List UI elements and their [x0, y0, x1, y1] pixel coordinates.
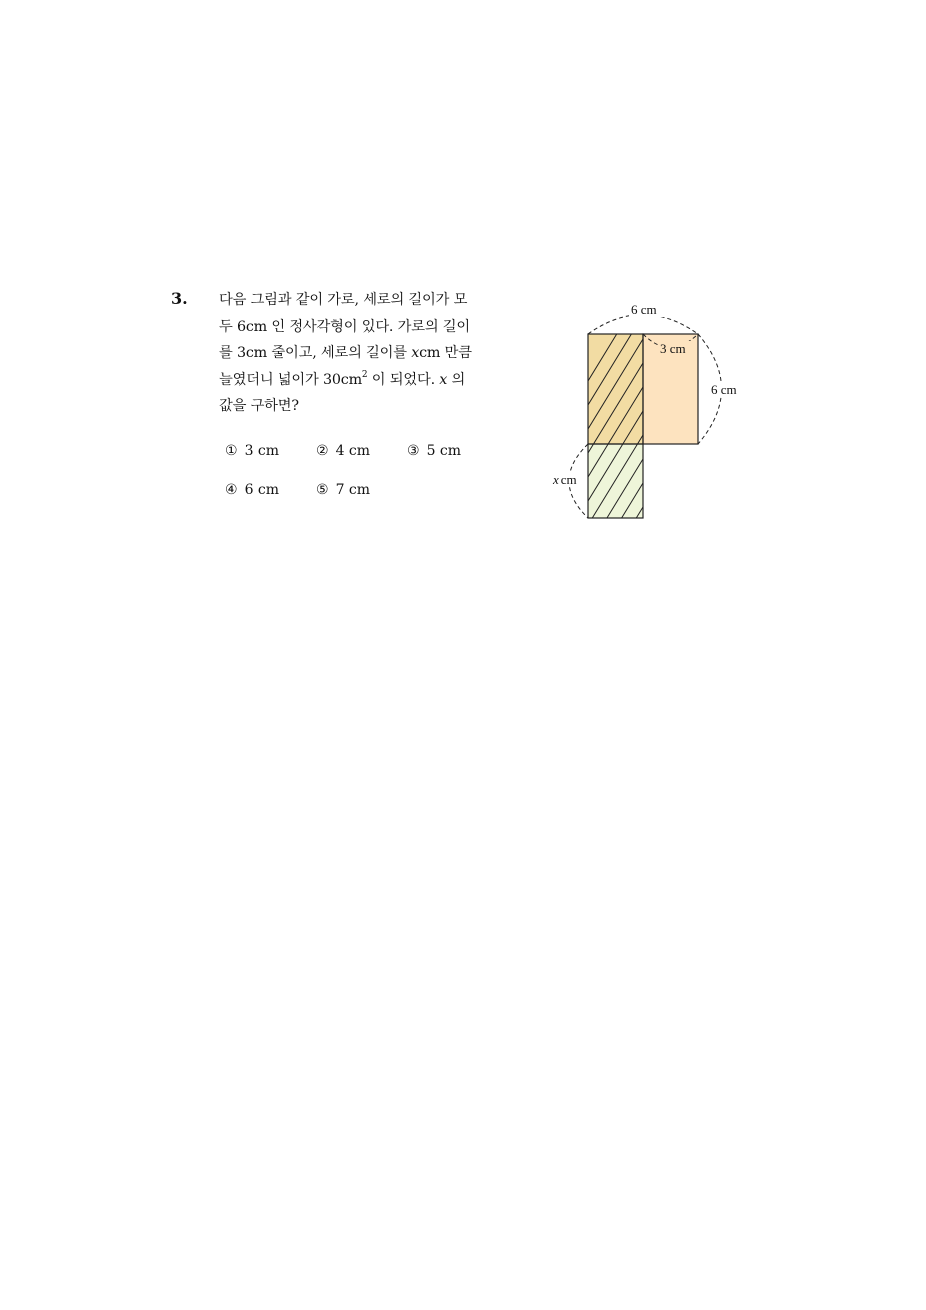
question-line-4: 늘였더니 넓이가 $30cm^2$ 이 되었다. x 의: [219, 370, 466, 388]
choice-2-mark: ②: [316, 443, 329, 459]
question-number: 3.: [171, 289, 188, 308]
superscript-2: 2: [361, 370, 368, 381]
choice-3-label: 5 cm: [426, 443, 462, 459]
question-line-1: 다음 그림과 같이 가로, 세로의 길이가 모: [219, 292, 468, 308]
choice-1-label: 3 cm: [244, 443, 280, 459]
choice-1[interactable]: [225, 443, 279, 459]
question-line-3: 를 3cm 줄이고, 세로의 길이를 xcm 만큼: [219, 345, 472, 362]
top-dimension-label: 6 cm: [631, 302, 657, 317]
inner-dimension-label: 3 cm: [660, 341, 686, 356]
question-text: [219, 287, 501, 420]
choice-4[interactable]: [225, 482, 279, 498]
question-line-5: 값을 구하면?: [219, 398, 299, 415]
left-dimension-label: x cm: [553, 472, 577, 487]
choice-5[interactable]: [316, 482, 370, 498]
choice-4-label: 6 cm: [244, 482, 280, 498]
question-line-2: 두 6cm 인 정사각형이 있다. 가로의 길이: [219, 318, 471, 335]
choice-2[interactable]: [316, 443, 370, 459]
choice-3[interactable]: [407, 443, 461, 459]
choice-1-mark: ①: [225, 443, 238, 459]
choice-3-mark: ③: [407, 443, 420, 459]
variable-x: x: [439, 371, 448, 388]
choice-5-mark: ⑤: [316, 482, 329, 498]
choice-5-label: 7 cm: [335, 482, 371, 498]
choice-4-mark: ④: [225, 482, 238, 498]
remaining-rect: [588, 334, 643, 444]
right-dimension-label: 6 cm: [711, 382, 737, 397]
top-arc: [588, 315, 698, 335]
variable-x: x: [411, 345, 420, 362]
square-figure: [545, 295, 755, 527]
choice-2-label: 4 cm: [335, 443, 371, 459]
